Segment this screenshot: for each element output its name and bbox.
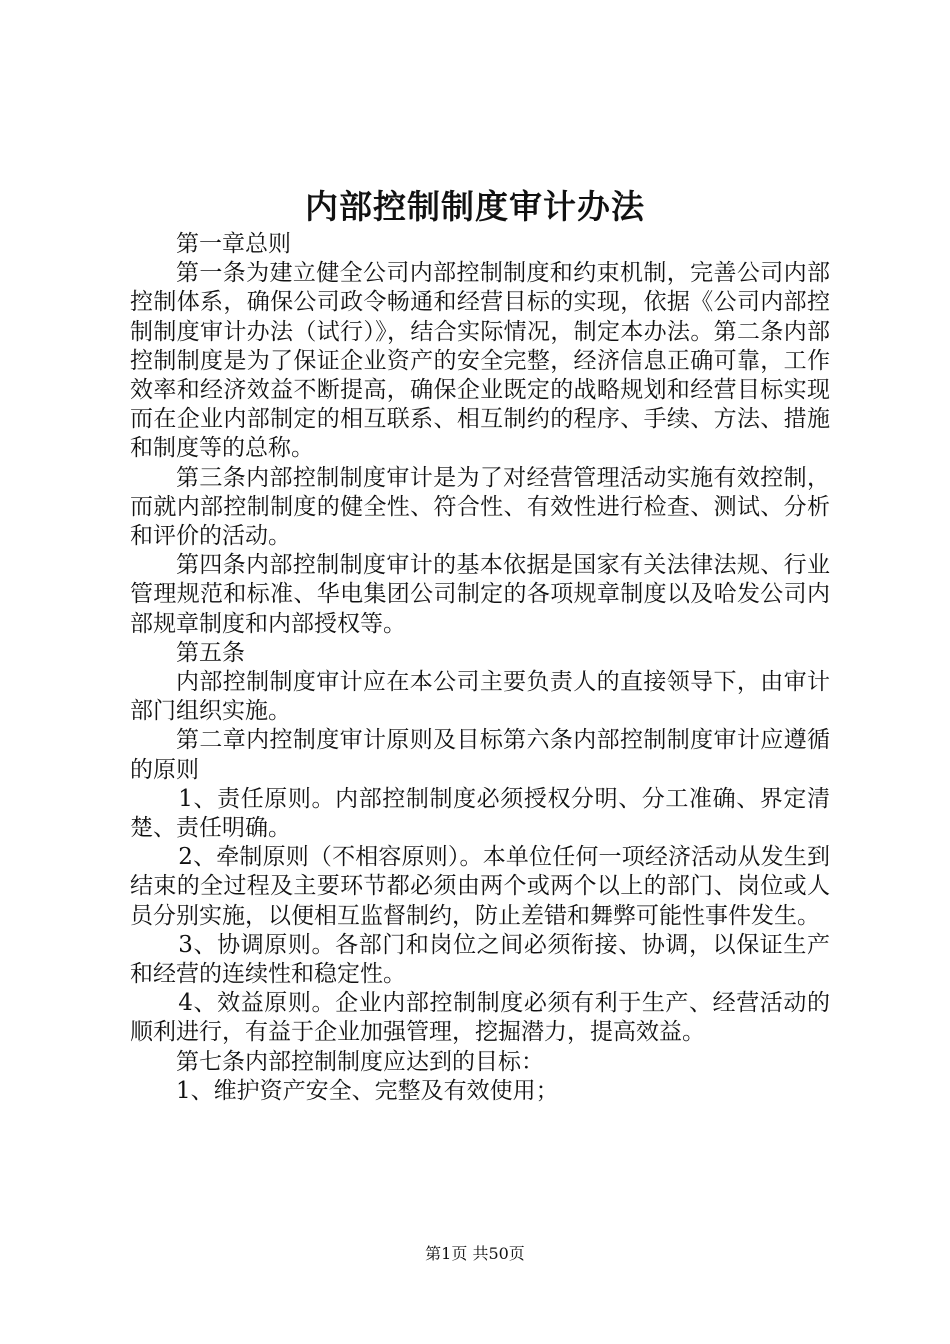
document-body [130, 230, 830, 1106]
chapter-heading: 第一章总则 [176, 231, 291, 257]
paragraph-article-5-body: 内部控制制度审计应在本公司主要负责人的直接领导下，由审计部门组织实施。 [130, 669, 830, 725]
document-title: 内部控制制度审计办法 [305, 187, 645, 226]
list-item-principle-1: 1、责任原则。内部控制制度必须授权分明、分工准确、界定清楚、责任明确。 [130, 785, 830, 842]
paragraph-article-3: 第三条内部控制制度审计是为了对经营管理活动实施有效控制，而就内部控制制度的健全性、符合性、有效性进行检查、测试、分析和评价的活动。 [130, 464, 830, 550]
list-item-principle-2: 2、牵制原则（不相容原则）。本单位任何一项经济活动从发生到结束的全过程及主要环节都必须由两个或两个以上的部门、岗位或人员分别实施，以便相互监督制约，防止差错和舞弊可能性事件发生。 [130, 844, 830, 929]
list-item-principle-3: 3、协调原则。各部门和岗位之间必须衔接、协调，以保证生产和经营的连续性和稳定性。 [130, 931, 830, 988]
paragraph-article-7: 第七条内部控制制度应达到的目标： [176, 1048, 544, 1075]
paragraph-article-1-2: 第一条为建立健全公司内部控制制度和约束机制，完善公司内部控制体系，确保公司政令畅通和经营目标的实现，依据《公司内部控制制度审计办法（试行）》，结合实际情况，制定本办法。第二条内部控制制度是为了保证企业资产的安全完整，经济信息正确可靠，工作效率和经济效益不断提高，确保企业既定的战略规划和经营目标实现而在企业内部制定的相互联系、相互制约的程序、手续、方法、措施和制度等的总称。 [130, 260, 830, 462]
paragraph-article-5-heading: 第五条 [176, 639, 245, 666]
page-number-footer: 第1页 共50页 [425, 1244, 525, 1263]
list-item-principle-4: 4、效益原则。企业内部控制制度必须有利于生产、经营活动的顺利进行，有益于企业加强管理，挖掘潜力，提高效益。 [130, 990, 830, 1046]
paragraph-chapter-2: 第二章内控制度审计原则及目标第六条内部控制制度审计应遵循的原则 [130, 727, 830, 783]
list-item-goal-1: 1、维护资产安全、完整及有效使用； [176, 1077, 559, 1104]
paragraph-article-4: 第四条内部控制制度审计的基本依据是国家有关法律法规、行业管理规范和标准、华电集团公司制定的各项规章制度以及哈发公司内部规章制度和内部授权等。 [130, 552, 830, 637]
